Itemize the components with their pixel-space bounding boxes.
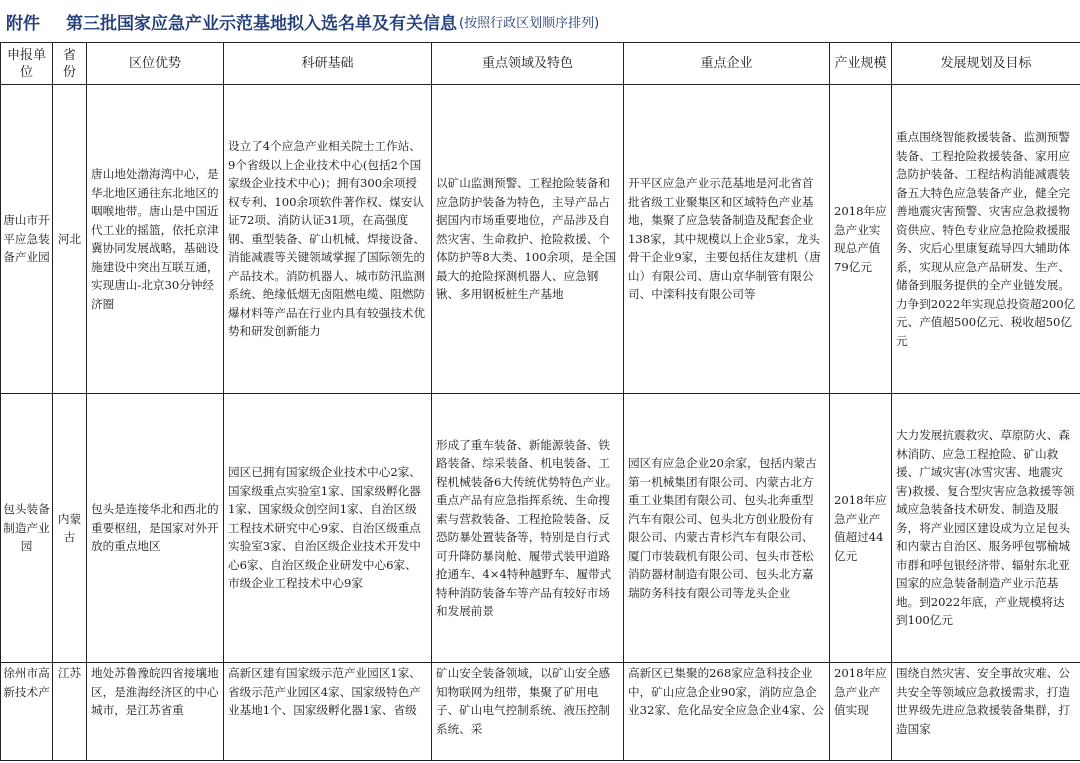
table-row [1, 663, 1080, 761]
province-cell: 江苏 [53, 663, 87, 761]
page-title: 第三批国家应急产业示范基地拟入选名单及有关信息 [66, 13, 457, 34]
column-header: 区位优势 [87, 43, 224, 85]
location-cell: 唐山地处渤海湾中心，是华北地区通往东北地区的咽喉地带。唐山是中国近代工业的摇篮，依托京津冀协同发展战略，基础设施建设中突出互联互通，实现唐山-北京30分钟经济圈 [87, 85, 224, 394]
title-note: (按照行政区划顺序排列) [459, 15, 600, 31]
unit-cell: 唐山市开平应急装备产业园 [1, 85, 53, 394]
focus-cell: 矿山安全装备领域，以矿山安全感知物联网为纽带，集聚了矿用电子、矿山电气控制系统、液压控制系统、采 [432, 663, 624, 761]
plan-cell: 大力发展抗震救灾、草原防火、森林消防、应急工程抢险、矿山救援、广域灾害(冰雪灾害、地震灾害)救援、复合型灾害应急救援等领域应急装备技术研发、制造及服务，将产业园区建设成为立足包头和内蒙古自治区、服务呼包鄂榆城市群和呼包银经济带、辐射东北亚国家的应急装备制造产业示范基地。到2022年底，产业规模将达到100亿元 [892, 394, 1080, 663]
scale-cell: 2018年应急产业实现总产值79亿元 [830, 85, 892, 394]
focus-cell: 形成了重车装备、新能源装备、铁路装备、综采装备、机电装备、工程机械装备6大传统优势特色产业。重点产品有应急指挥系统、生命搜索与营救装备、工程抢险装备、反恐防暴处置装备等，特别是自行式可升降防暴岗舱、履带式装甲道路抢通车、4×4特种越野车、履带式特种消防装备车等产品有较好市场和发展前景 [432, 394, 624, 663]
enterprises-cell: 开平区应急产业示范基地是河北省首批省级工业聚集区和区域特色产业基地，集聚了应急装备制造及配套企业138家，其中规模以上企业5家，龙头骨干企业9家，主要包括住友建机（唐山）有限公司、唐山京华制管有限公司、中滦科技有限公司等 [624, 85, 830, 394]
table-row [1, 394, 1080, 663]
column-header: 科研基础 [224, 43, 432, 85]
research-cell: 高新区建有国家级示范产业园区1家、省级示范产业园区4家、国家级特色产业基地1个、国家级孵化器1家、省级 [224, 663, 432, 761]
unit-cell: 徐州市高新技术产 [1, 663, 53, 761]
location-cell: 地处苏鲁豫皖四省接壤地区，是淮海经济区的中心城市，是江苏省重 [87, 663, 224, 761]
title-bar [0, 0, 1080, 42]
scale-cell: 2018年应急产业产值实现 [830, 663, 892, 761]
candidate-table [0, 42, 1080, 761]
enterprises-cell: 高新区已集聚的268家应急科技企业中，矿山应急企业90家，消防应急企业32家、危化品安全应急企业4家、公 [624, 663, 830, 761]
focus-cell: 以矿山监测预警、工程抢险装备和应急防护装备为特色，主导产品占据国内市场重要地位，产品涉及自然灾害、生命救护、抢险救援、个体防护等8大类、100余项，是全国最大的抢险探测机器人、应急钢锹、多用钢板桩生产基地 [432, 85, 624, 394]
column-header: 重点企业 [624, 43, 830, 85]
location-cell: 包头是连接华北和西北的重要枢纽，是国家对外开放的重点地区 [87, 394, 224, 663]
plan-cell: 围绕自然灾害、安全事故灾难、公共安全等领域应急救援需求，打造世界级先进应急救援装备集群，打造国家 [892, 663, 1080, 761]
column-header: 省份 [53, 43, 87, 85]
column-header: 重点领域及特色 [432, 43, 624, 85]
unit-cell: 包头装备制造产业园 [1, 394, 53, 663]
table-header-row [1, 43, 1080, 85]
plan-cell: 重点围绕智能救援装备、监测预警装备、工程抢险救援装备、家用应急防护装备、工程结构消能减震装备五大特色应急装备产业，健全完善地震灾害预警、灾害应急救援物资供应、特色专业应急抢险救援服务、灾后心里康复疏导四大辅助体系，实现从应急产品研发、生产、储备到服务提供的全产业链发展。力争到2022年实现总投资超200亿元、产值超500亿元、税收超50亿元 [892, 85, 1080, 394]
research-cell: 园区已拥有国家级企业技术中心2家、国家级重点实验室1家、国家级孵化器1家、国家级众创空间1家、自治区级工程技术研究中心9家、自治区级重点实验室3家、自治区级企业技术开发中心6家、自治区级企业研发中心6家、市级企业工程技术中心9家 [224, 394, 432, 663]
table-row [1, 85, 1080, 394]
column-header: 发展规划及目标 [892, 43, 1080, 85]
column-header: 产业规模 [830, 43, 892, 85]
province-cell: 河北 [53, 85, 87, 394]
research-cell: 设立了4个应急产业相关院士工作站、9个省级以上企业技术中心(包括2个国家级企业技术中心)；拥有300余项授权专利、100余项软件著作权、煤安认证72项、消防认证31项，在高强度钢、重型装备、矿山机械、焊接设备、消能减震等关键领域掌握了国际领先的产品技术。消防机器人、城市防汛监测系统、绝缘低烟无卤阻燃电缆、阻燃防爆材料等产品在行业内具有较强技术优势和研发创新能力 [224, 85, 432, 394]
column-header: 申报单位 [1, 43, 53, 85]
attachment-label: 附件 [6, 13, 40, 34]
scale-cell: 2018年应急产业产值超过44亿元 [830, 394, 892, 663]
enterprises-cell: 园区有应急企业20余家，包括内蒙古第一机械集团有限公司、内蒙古北方重工业集团有限公司、包头北奔重型汽车有限公司、包头北方创业股份有限公司、内蒙古青杉汽车有限公司、厦门市装载机有限公司、包头市苍松消防器材制造有限公司、包头北方嘉瑞防务科技有限公司等龙头企业 [624, 394, 830, 663]
province-cell: 内蒙古 [53, 394, 87, 663]
